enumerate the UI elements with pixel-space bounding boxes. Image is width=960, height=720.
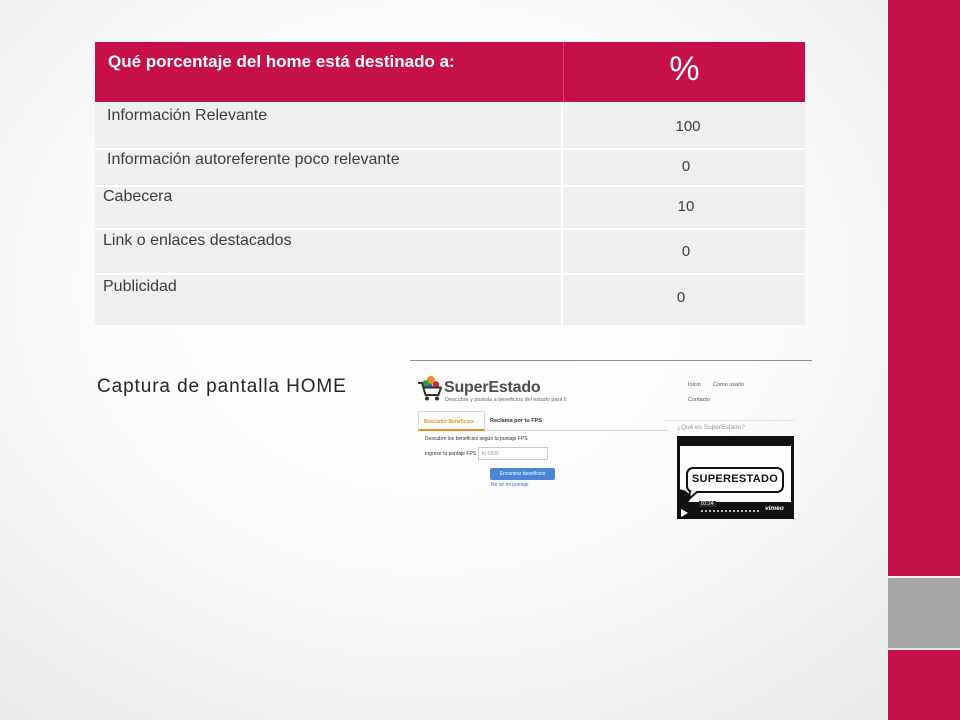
video-title-art: SUPERESTADO xyxy=(691,473,779,485)
nav-link-como-usarlo[interactable]: Como usarlo xyxy=(713,382,745,388)
table-row xyxy=(95,273,805,325)
table-row xyxy=(95,148,805,185)
table-row xyxy=(95,102,805,148)
find-benefits-button[interactable]: Encontrar beneficios xyxy=(490,468,555,480)
table-row xyxy=(95,185,805,228)
table-header-label: Qué porcentaje del home está destinado a: xyxy=(108,52,455,71)
bubble-tail xyxy=(688,491,702,500)
row-value: 100 xyxy=(675,118,701,135)
row-label: Cabecera xyxy=(95,187,563,228)
video-heading: ¿Qué es SuperEstado? xyxy=(677,424,745,431)
sidebar-divider xyxy=(665,420,795,421)
row-label: Link o enlaces destacados xyxy=(95,230,563,273)
video-time: 01:24 xyxy=(701,501,714,507)
table-header-unit: % xyxy=(563,42,805,102)
video-player[interactable] xyxy=(677,436,794,519)
table-header-row xyxy=(95,42,805,102)
strip-accent-top xyxy=(888,0,960,576)
tab-buscador-beneficios[interactable]: Buscador Beneficios xyxy=(418,411,485,431)
home-screenshot xyxy=(410,358,812,521)
row-value: 0 xyxy=(676,289,686,306)
form-intro-text: Descubre los beneficios según tu puntaje FPS xyxy=(425,436,528,442)
unknown-score-link[interactable]: No sé mi puntaje xyxy=(491,482,529,488)
video-title-bubble xyxy=(686,467,784,493)
decorative-side-strip xyxy=(888,0,960,720)
screenshot-caption: Captura de pantalla HOME xyxy=(97,376,347,397)
fps-field-label: Ingrese tu puntaje FPS xyxy=(425,451,477,457)
strip-gray-block xyxy=(888,578,960,648)
tab-reclama-fps[interactable]: Reclama por tu FPS xyxy=(490,418,542,424)
table-row xyxy=(95,228,805,273)
screenshot-top-rule xyxy=(410,360,812,361)
row-label: Publicidad xyxy=(95,275,563,325)
nav-link-inicio[interactable]: Inicio xyxy=(688,382,701,388)
play-icon[interactable] xyxy=(681,504,688,512)
row-value: 10 xyxy=(677,198,695,215)
site-logo-text[interactable]: SuperEstado xyxy=(444,379,541,396)
strip-accent-bottom xyxy=(888,650,960,720)
row-value: 0 xyxy=(681,158,691,175)
row-label: Información Relevante xyxy=(95,103,563,148)
nav-link-contacto[interactable]: Contacto xyxy=(688,397,711,403)
percentage-table xyxy=(95,42,805,325)
video-progress-bar[interactable] xyxy=(701,510,759,512)
row-label: Información autoreferente poco relevante xyxy=(95,150,563,185)
site-tagline: Descubre y postula a beneficios del estado para ti xyxy=(445,397,567,403)
shopping-cart-icon xyxy=(417,374,443,402)
fps-score-input[interactable] xyxy=(478,447,548,460)
row-value: 0 xyxy=(681,243,691,260)
vimeo-logo[interactable]: vimeo xyxy=(765,505,784,512)
video-controls xyxy=(679,500,792,515)
